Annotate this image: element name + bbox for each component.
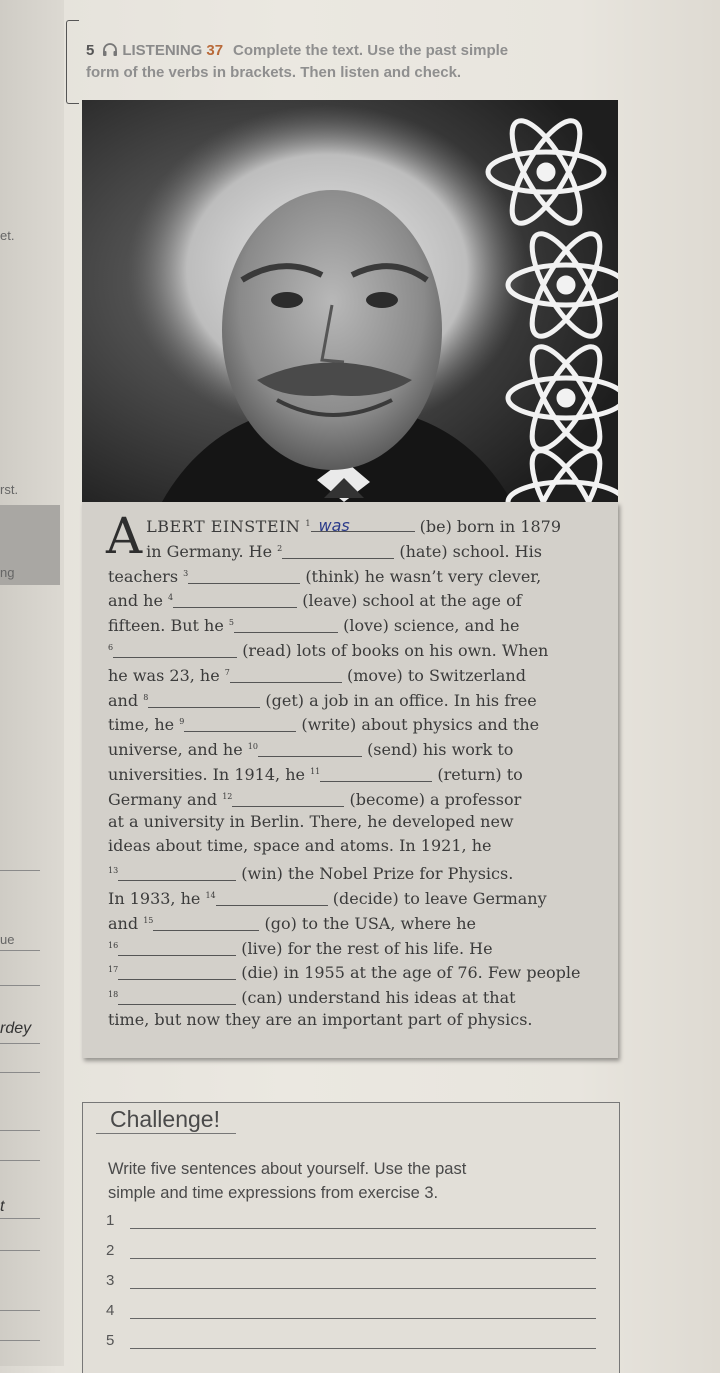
exercise-bracket <box>66 20 79 104</box>
answer-gap[interactable] <box>232 792 344 807</box>
gap-number: 18 <box>108 990 119 1000</box>
answer-number: 4 <box>106 1302 115 1319</box>
margin-rule <box>0 1072 40 1073</box>
text-line: (be) born in 1879 <box>419 517 562 536</box>
gap-number: 6 <box>108 642 114 652</box>
gap-number: 8 <box>143 692 149 702</box>
text-line: time, but now they are an important part of physics. <box>108 1009 533 1029</box>
text-line: and <box>108 690 139 710</box>
instruction-line-1: Complete the text. Use the past simple <box>233 42 509 59</box>
margin-rule <box>0 1160 40 1161</box>
exercise-header <box>86 40 646 84</box>
writing-line <box>130 1228 596 1229</box>
answer-gap[interactable] <box>282 544 394 559</box>
text-line: (decide) to leave Germany <box>332 888 547 908</box>
track-number: 37 <box>206 42 224 59</box>
text-line: (write) about physics and the <box>301 715 540 735</box>
challenge-title-rule <box>96 1133 236 1134</box>
answer-number: 2 <box>106 1242 115 1259</box>
text-line: and he <box>108 591 163 611</box>
challenge-instruction <box>108 1157 578 1205</box>
text-line: time, he <box>108 715 175 735</box>
answer-line-4[interactable] <box>106 1298 596 1328</box>
headphones-icon <box>102 42 118 56</box>
margin-fragment: rst. <box>0 482 19 497</box>
margin-rule <box>0 1218 40 1219</box>
margin-fragment: ue <box>0 932 15 947</box>
answer-line-3[interactable] <box>106 1268 596 1298</box>
exercise-number: 5 <box>86 42 95 59</box>
gap-number: 11 <box>310 766 321 776</box>
text-line: (become) a professor <box>349 789 522 809</box>
text-line: Germany and <box>108 789 218 809</box>
answer-number: 1 <box>106 1212 115 1229</box>
text-line: and <box>108 913 139 933</box>
answer-gap[interactable] <box>230 668 342 683</box>
drop-cap: A <box>106 507 143 565</box>
text-line: (hate) school. His <box>399 541 542 561</box>
margin-rule <box>0 1130 40 1131</box>
handwritten-answer: was <box>318 516 350 535</box>
text-line: universities. In 1914, he <box>108 764 305 784</box>
margin-handwriting: t <box>0 1198 5 1215</box>
writing-line <box>130 1318 596 1319</box>
margin-rule <box>0 870 40 871</box>
text-line: universe, and he <box>108 740 243 760</box>
answer-gap[interactable] <box>188 569 300 584</box>
answer-gap[interactable] <box>184 717 296 732</box>
challenge-instruction-line-1: Write five sentences about yourself. Use the past <box>108 1160 467 1178</box>
left-page-margin <box>0 0 64 1366</box>
name-heading: LBERT EINSTEIN <box>146 517 301 536</box>
text-line: (get) a job in an office. In his free <box>265 690 537 710</box>
gap-number: 17 <box>108 965 119 975</box>
answer-gap[interactable] <box>118 965 236 980</box>
gap-number: 12 <box>222 791 233 801</box>
listening-label: LISTENING <box>122 42 203 59</box>
answer-gap[interactable] <box>216 891 328 906</box>
text-line: (live) for the rest of his life. He <box>241 938 493 958</box>
margin-rule <box>0 1340 40 1341</box>
text-line: (love) science, and he <box>343 616 520 636</box>
cloze-text <box>106 507 603 1033</box>
einstein-photo <box>82 100 618 502</box>
answer-number: 3 <box>106 1272 115 1289</box>
answer-gap[interactable] <box>148 693 260 708</box>
answer-gap[interactable] <box>311 516 415 535</box>
margin-fragment: et. <box>0 228 15 243</box>
text-line: (return) to <box>437 764 523 784</box>
text-line: (win) the Nobel Prize for Physics. <box>241 864 514 884</box>
answer-line-5[interactable] <box>106 1328 596 1358</box>
gap-number: 7 <box>224 667 230 677</box>
margin-fragment: ng <box>0 565 15 580</box>
answer-gap[interactable] <box>258 742 362 757</box>
gap-number: 16 <box>108 940 119 950</box>
text-line: (die) in 1955 at the age of 76. Few people <box>241 963 581 983</box>
text-line: (can) understand his ideas at that <box>241 988 516 1008</box>
gap-number: 14 <box>205 890 216 900</box>
gap-number: 9 <box>179 717 185 727</box>
gap-number: 4 <box>168 593 174 603</box>
text-line: in Germany. He <box>146 541 273 561</box>
gap-number: 5 <box>228 618 234 628</box>
challenge-instruction-line-2: simple and time expressions from exercise 3. <box>108 1184 439 1202</box>
gap-number: 15 <box>143 915 154 925</box>
writing-line <box>130 1288 596 1289</box>
margin-rule <box>0 950 40 951</box>
margin-rule <box>0 1250 40 1251</box>
gap-number: 3 <box>183 568 189 578</box>
answer-gap[interactable] <box>173 593 297 608</box>
text-line: teachers <box>108 566 179 586</box>
text-line: In 1933, he <box>108 888 201 908</box>
text-line: (think) he wasn’t very clever, <box>305 566 542 586</box>
answer-gap[interactable] <box>153 916 259 931</box>
text-line: (leave) school at the age of <box>302 591 522 611</box>
margin-rule <box>0 1043 40 1044</box>
answer-gap[interactable] <box>113 643 237 658</box>
text-line: fifteen. But he <box>108 616 224 636</box>
text-line: (read) lots of books on his own. When <box>242 640 549 660</box>
text-line: (send) his work to <box>367 740 514 760</box>
answer-gap[interactable] <box>118 941 236 956</box>
answer-line-1[interactable] <box>106 1208 596 1238</box>
text-line: at a university in Berlin. There, he developed new <box>108 811 514 831</box>
instruction-line-2: form of the verbs in brackets. Then listen and check. <box>86 64 462 81</box>
text-line: ideas about time, space and atoms. In 1921, he <box>108 836 492 856</box>
text-line: (go) to the USA, where he <box>264 913 476 933</box>
answer-gap[interactable] <box>118 990 236 1005</box>
answer-gap[interactable] <box>320 767 432 782</box>
gap-number: 13 <box>108 866 119 876</box>
writing-line <box>130 1258 596 1259</box>
text-line: (move) to Switzerland <box>346 665 526 685</box>
text-line: he was 23, he <box>108 665 220 685</box>
answer-gap[interactable] <box>118 866 236 881</box>
margin-rule <box>0 1310 40 1311</box>
gap-number: 1 <box>305 519 311 528</box>
gap-number: 2 <box>277 543 283 553</box>
answer-gap[interactable] <box>234 618 338 633</box>
answer-number: 5 <box>106 1332 115 1349</box>
writing-line <box>130 1348 596 1349</box>
answer-line-2[interactable] <box>106 1238 596 1268</box>
margin-rule <box>0 985 40 986</box>
margin-handwriting: rdey <box>0 1020 32 1037</box>
challenge-title: Challenge! <box>110 1106 220 1132</box>
gap-number: 10 <box>247 742 258 752</box>
